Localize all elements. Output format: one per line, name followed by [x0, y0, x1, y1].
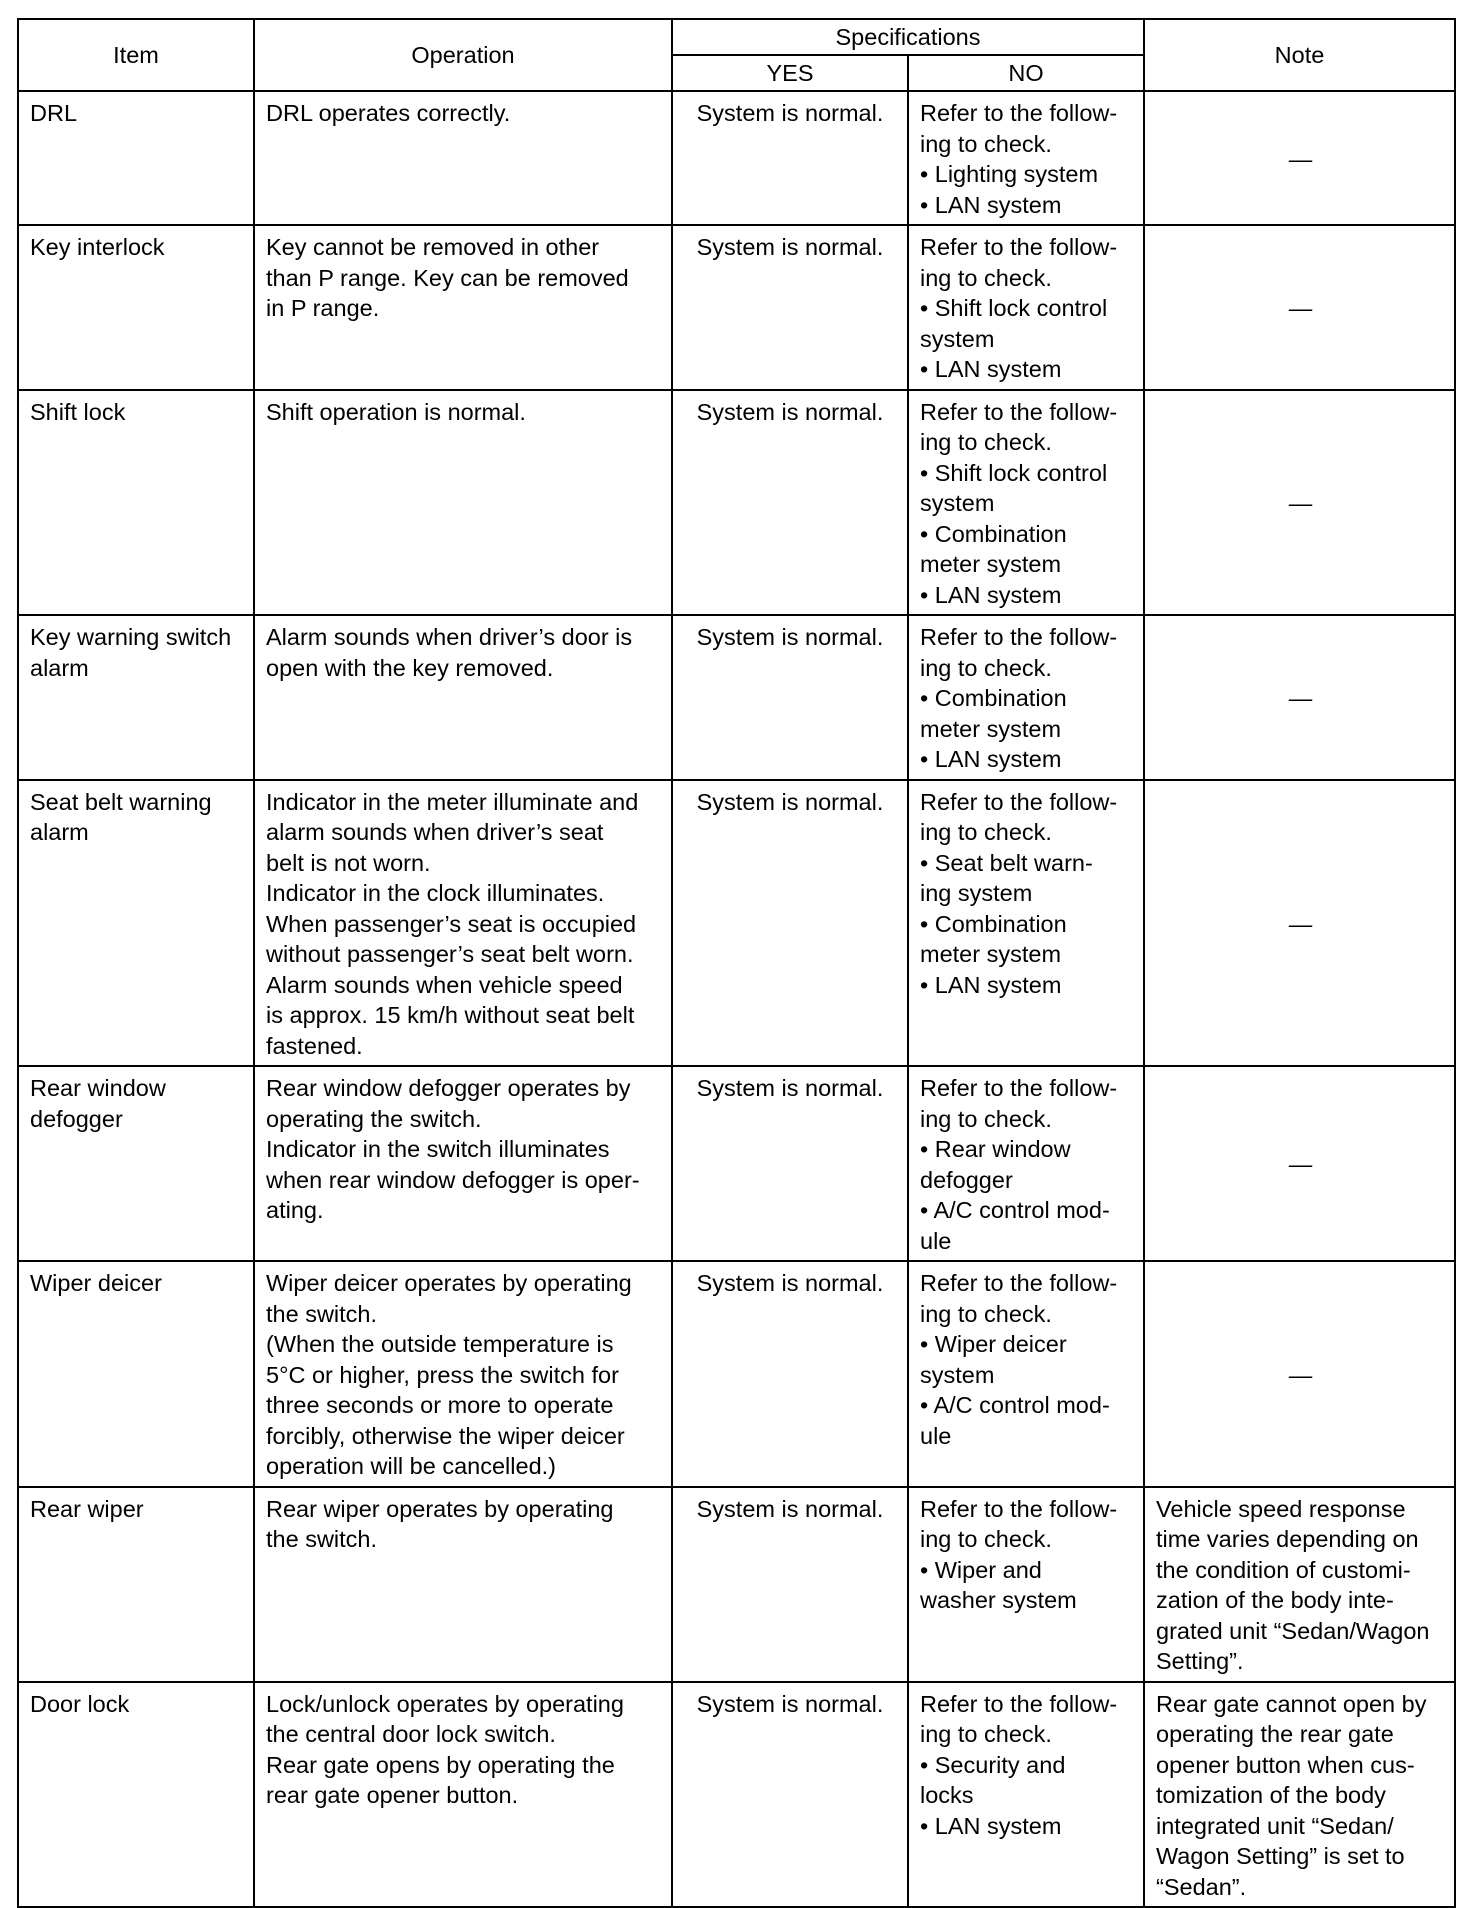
no-line: • Wiper and: [920, 1556, 1042, 1583]
no-line: • Security and: [920, 1751, 1066, 1778]
table-row: [18, 780, 1455, 1067]
no-line: • LAN system: [920, 356, 1062, 382]
cell-operation: [254, 615, 672, 780]
no-line: • Shift lock control: [920, 295, 1108, 321]
cell-operation: [254, 1682, 672, 1908]
item-line: Wiper deicer: [30, 1270, 162, 1296]
operation-line: belt is not worn.: [266, 849, 431, 876]
table-row: [18, 1261, 1455, 1487]
no-line: • Combination: [920, 685, 1067, 711]
cell-operation: [254, 225, 672, 390]
table-row: [18, 91, 1455, 225]
item-line: Key warning switch: [30, 624, 232, 650]
cell-operation: [254, 1261, 672, 1487]
no-line: system: [920, 1361, 995, 1388]
operation-line: open with the key removed.: [266, 654, 554, 681]
no-line: • LAN system: [920, 971, 1062, 998]
operation-line: the switch.: [266, 1526, 378, 1552]
note-line: —: [1288, 685, 1313, 711]
table-header: [18, 19, 1455, 91]
cell-note: [1144, 1066, 1455, 1261]
no-line: system: [920, 490, 995, 516]
note-line: Rear gate cannot open by: [1156, 1690, 1427, 1717]
operation-line: than P range. Key can be removed: [266, 264, 629, 291]
operation-line: fastened.: [266, 1032, 363, 1059]
item-line: Seat belt warning: [30, 788, 212, 815]
no-line: • LAN system: [920, 1812, 1062, 1839]
note-line: —: [1288, 1151, 1313, 1178]
operation-line: ating.: [266, 1197, 324, 1223]
no-line: Refer to the follow-: [920, 788, 1118, 815]
no-line: ing to check.: [920, 1105, 1052, 1132]
cell-yes: [672, 225, 908, 390]
no-line: ing to check.: [920, 1526, 1052, 1552]
header-yes: YES: [672, 55, 908, 91]
operation-line: Alarm sounds when vehicle speed: [266, 971, 623, 998]
no-line: ule: [920, 1422, 952, 1449]
no-line: • Combination: [920, 520, 1067, 547]
cell-operation: [254, 1066, 672, 1261]
no-line: ing to check.: [920, 654, 1052, 681]
yes-text: System is normal.: [696, 234, 884, 260]
cell-note: [1144, 615, 1455, 780]
operation-line: is approx. 15 km/h without seat belt: [266, 1002, 635, 1028]
no-line: system: [920, 325, 995, 352]
note-line: tomization of the body: [1156, 1782, 1386, 1808]
operation-line: operation will be cancelled.): [266, 1453, 556, 1479]
no-line: meter system: [920, 715, 1062, 742]
operation-line: Rear window defogger operates by: [266, 1075, 631, 1101]
operation-line: Rear gate opens by operating the: [266, 1751, 615, 1778]
cell-item: [18, 1066, 254, 1261]
cell-operation: [254, 390, 672, 616]
note-line: zation of the body inte-: [1156, 1587, 1394, 1613]
cell-no: [908, 225, 1144, 390]
table-row: [18, 390, 1455, 616]
note-line: integrated unit “Sedan/: [1156, 1812, 1394, 1839]
operation-line: Rear wiper operates by operating: [266, 1495, 614, 1522]
yes-text: System is normal.: [696, 398, 884, 425]
no-line: defogger: [920, 1166, 1013, 1193]
note-line: Vehicle speed response: [1156, 1495, 1406, 1522]
cell-no: [908, 91, 1144, 225]
no-line: • A/C control mod-: [920, 1392, 1110, 1418]
yes-text: System is normal.: [696, 624, 884, 650]
cell-note: [1144, 390, 1455, 616]
note-line: Wagon Setting” is set to: [1156, 1843, 1405, 1869]
no-line: • LAN system: [920, 581, 1062, 608]
cell-item: [18, 91, 254, 225]
cell-yes: [672, 390, 908, 616]
operation-line: rear gate opener button.: [266, 1782, 519, 1808]
item-line: Rear window: [30, 1075, 166, 1101]
item-line: Door lock: [30, 1690, 130, 1717]
header-operation: Operation: [254, 19, 672, 91]
no-line: ing to check.: [920, 429, 1052, 455]
operation-line: when rear window defogger is oper-: [266, 1166, 640, 1193]
operation-line: Wiper deicer operates by operating: [266, 1270, 632, 1296]
cell-item: [18, 615, 254, 780]
operation-line: Lock/unlock operates by operating: [266, 1690, 624, 1717]
no-line: Refer to the follow-: [920, 100, 1118, 126]
item-line: Key interlock: [30, 234, 165, 260]
item-line: Rear wiper: [30, 1495, 144, 1522]
header-note: Note: [1144, 19, 1455, 91]
no-line: • LAN system: [920, 191, 1062, 218]
cell-yes: [672, 1487, 908, 1682]
header-specifications: Specifications: [672, 19, 1144, 55]
note-line: —: [1288, 295, 1313, 321]
no-line: ing to check.: [920, 130, 1052, 157]
operation-line: When passenger’s seat is occupied: [266, 910, 637, 937]
cell-item: [18, 390, 254, 616]
cell-note: [1144, 780, 1455, 1067]
no-line: ing to check.: [920, 1300, 1052, 1327]
no-line: ing to check.: [920, 819, 1052, 845]
cell-yes: [672, 1066, 908, 1261]
cell-item: [18, 225, 254, 390]
item-line: defogger: [30, 1105, 123, 1132]
operation-line: (When the outside temperature is: [266, 1331, 614, 1357]
operation-line: Key cannot be removed in other: [266, 234, 600, 260]
operation-line: 5°C or higher, press the switch for: [266, 1361, 619, 1388]
no-line: • Lighting system: [920, 161, 1099, 187]
cell-note: [1144, 91, 1455, 225]
table-row: [18, 225, 1455, 390]
no-line: meter system: [920, 551, 1062, 577]
no-line: Refer to the follow-: [920, 234, 1118, 260]
cell-item: [18, 1487, 254, 1682]
no-line: • Seat belt warn-: [920, 849, 1093, 876]
operation-line: DRL operates correctly.: [266, 100, 511, 126]
no-line: • A/C control mod-: [920, 1197, 1110, 1223]
no-line: ule: [920, 1227, 952, 1254]
cell-no: [908, 615, 1144, 780]
cell-note: [1144, 1487, 1455, 1682]
note-line: —: [1288, 145, 1313, 172]
note-line: operating the rear gate: [1156, 1721, 1394, 1747]
operation-line: Indicator in the switch illuminates: [266, 1136, 610, 1162]
note-line: Setting”.: [1156, 1648, 1244, 1674]
operation-line: Shift operation is normal.: [266, 398, 526, 425]
no-line: ing system: [920, 880, 1033, 906]
note-line: grated unit “Sedan/Wagon: [1156, 1617, 1430, 1644]
cell-item: [18, 1261, 254, 1487]
cell-note: [1144, 1682, 1455, 1908]
note-line: the condition of customi-: [1156, 1556, 1411, 1583]
note-line: “Sedan”.: [1156, 1873, 1247, 1900]
no-line: meter system: [920, 941, 1062, 967]
yes-text: System is normal.: [696, 100, 884, 126]
no-line: Refer to the follow-: [920, 1495, 1118, 1522]
operation-line: Alarm sounds when driver’s door is: [266, 624, 633, 650]
header-no: NO: [908, 55, 1144, 91]
cell-no: [908, 780, 1144, 1067]
operation-line: Indicator in the meter illuminate and: [266, 788, 639, 815]
table-row: [18, 1066, 1455, 1261]
no-line: Refer to the follow-: [920, 624, 1118, 650]
no-line: • Wiper deicer: [920, 1331, 1067, 1357]
cell-no: [908, 390, 1144, 616]
table-body: [18, 91, 1455, 1907]
operation-line: the central door lock switch.: [266, 1721, 556, 1747]
operation-line: the switch.: [266, 1300, 378, 1327]
operation-line: operating the switch.: [266, 1105, 482, 1132]
cell-yes: [672, 1682, 908, 1908]
yes-text: System is normal.: [696, 1075, 884, 1101]
cell-operation: [254, 780, 672, 1067]
table-row: [18, 1487, 1455, 1682]
header-item: Item: [18, 19, 254, 91]
cell-yes: [672, 615, 908, 780]
no-line: • Combination: [920, 910, 1067, 937]
cell-yes: [672, 780, 908, 1067]
no-line: Refer to the follow-: [920, 1075, 1118, 1101]
no-line: locks: [920, 1782, 974, 1808]
no-line: ing to check.: [920, 1721, 1052, 1747]
operation-line: alarm sounds when driver’s seat: [266, 819, 604, 845]
no-line: Refer to the follow-: [920, 1270, 1118, 1296]
table-row: [18, 615, 1455, 780]
no-line: • LAN system: [920, 746, 1062, 772]
note-line: —: [1288, 910, 1313, 937]
no-line: • Rear window: [920, 1136, 1071, 1162]
cell-item: [18, 1682, 254, 1908]
no-line: ing to check.: [920, 264, 1052, 291]
item-line: DRL: [30, 100, 78, 126]
cell-yes: [672, 91, 908, 225]
operation-line: Indicator in the clock illuminates.: [266, 880, 605, 906]
cell-no: [908, 1487, 1144, 1682]
item-line: Shift lock: [30, 398, 126, 425]
operation-line: three seconds or more to operate: [266, 1392, 614, 1418]
item-line: alarm: [30, 819, 89, 845]
no-line: • Shift lock control: [920, 459, 1108, 486]
cell-yes: [672, 1261, 908, 1487]
cell-item: [18, 780, 254, 1067]
no-line: washer system: [920, 1587, 1077, 1613]
yes-text: System is normal.: [696, 788, 884, 815]
yes-text: System is normal.: [696, 1270, 884, 1296]
note-line: time varies depending on: [1156, 1526, 1419, 1552]
yes-text: System is normal.: [696, 1690, 884, 1717]
table-row: [18, 1682, 1455, 1908]
item-line: alarm: [30, 654, 89, 681]
cell-operation: [254, 91, 672, 225]
cell-no: [908, 1261, 1144, 1487]
no-line: Refer to the follow-: [920, 398, 1118, 425]
operation-line: in P range.: [266, 295, 380, 321]
cell-note: [1144, 1261, 1455, 1487]
cell-no: [908, 1682, 1144, 1908]
no-line: Refer to the follow-: [920, 1690, 1118, 1717]
operation-line: forcibly, otherwise the wiper deicer: [266, 1422, 625, 1449]
cell-operation: [254, 1487, 672, 1682]
note-line: —: [1288, 1361, 1313, 1388]
yes-text: System is normal.: [696, 1495, 884, 1522]
operation-line: without passenger’s seat belt worn.: [266, 941, 634, 967]
specifications-table: [17, 18, 1456, 1908]
note-line: —: [1288, 490, 1313, 516]
cell-note: [1144, 225, 1455, 390]
note-line: opener button when cus-: [1156, 1751, 1415, 1778]
cell-no: [908, 1066, 1144, 1261]
